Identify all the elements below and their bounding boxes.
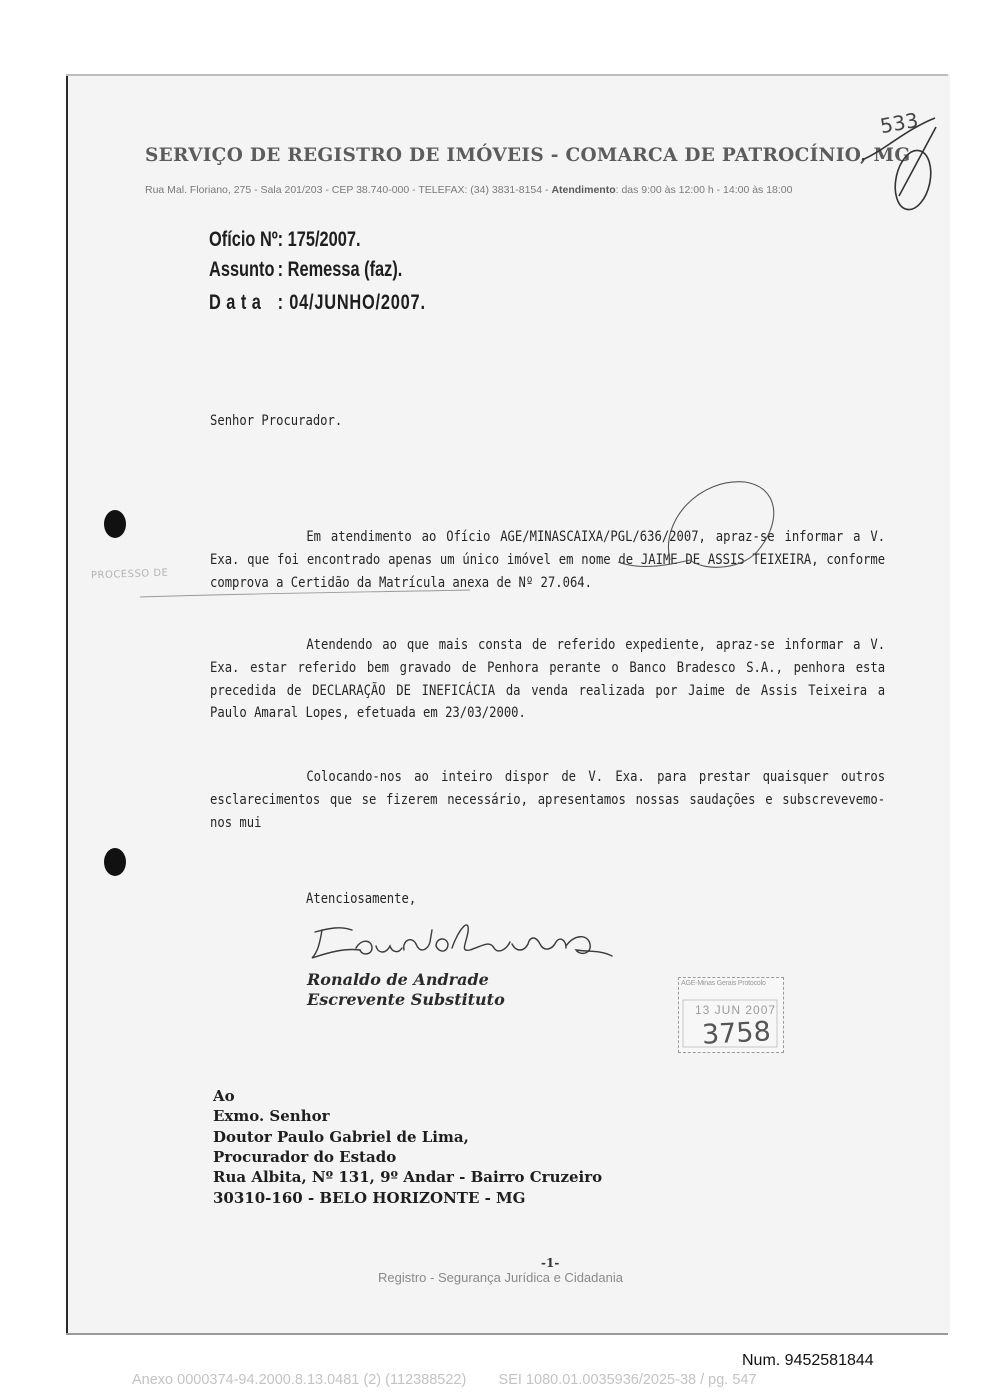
corner-page-number: 533	[878, 107, 920, 139]
assunto-value: : Remessa (faz).	[277, 258, 403, 281]
signer-name: Ronaldo de Andrade	[307, 970, 489, 989]
punch-hole-bottom	[104, 848, 126, 876]
meta-data	[209, 291, 426, 315]
paragraph-3-text: Colocando-nos ao inteiro dispor de V. Exa. para prestar quaisquer outros esclarecimentos que se fizerem necessário, apresentamos nossas saudações e subscrevevemo-nos mui	[210, 769, 886, 831]
paragraph-3	[210, 766, 885, 834]
paragraph-1	[210, 526, 885, 594]
page-number: -1-	[541, 1256, 560, 1270]
recipient-line: Exmo. Senhor	[213, 1107, 330, 1125]
stamp-label: AGE-Minas Gerais Protocolo	[681, 980, 766, 987]
assunto-label: Assunto	[209, 258, 275, 281]
recipient-line: Procurador do Estado	[213, 1148, 397, 1166]
paragraph-1-text: Em atendimento ao Ofício AGE/MINASCAIXA/PGL/636/2007, apraz-se informar a V. Exa. que foi encontrado apenas um único imóvel em nome de JAIME DE ASSIS TEIXEIRA, conforme comprova a Certidão da Matrícula anexa de Nº 27.064.	[210, 529, 886, 591]
recipient-line: Doutor Paulo Gabriel de Lima,	[213, 1128, 469, 1146]
address-text: Rua Mal. Floriano, 275 - Sala 201/203 - CEP 38.740-000 - TELEFAX: (34) 3831-8154 -	[145, 184, 552, 196]
closing: Atenciosamente,	[306, 891, 417, 907]
document-number: Num. 9452581844	[742, 1352, 874, 1369]
hours-text: : das 9:00 às 12:00 h - 14:00 às 18:00	[615, 184, 793, 196]
oficio-label: Ofício Nº	[209, 228, 278, 251]
recipient-line: Rua Albita, Nº 131, 9º Andar - Bairro Cruzeiro	[213, 1168, 603, 1186]
paragraph-2-text: Atendendo ao que mais consta de referido expediente, apraz-se informar a V. Exa. estar referido bem gravado de Penhora perante o Banco Bradesco S.A., penhora esta precedida de DECLARAÇÃO DE INEFICÁCIA da venda realizada por Jaime de Assis Teixeira a Paulo Amaral Lopes, efetuada em 23/03/2000.	[210, 637, 886, 722]
scan-top-edge	[66, 74, 948, 76]
letterhead-title: SERVIÇO DE REGISTRO DE IMÓVEIS - COMARCA DE PATROCÍNIO, MG	[145, 145, 911, 166]
stamp-number: 3758	[701, 1016, 772, 1051]
scan-bottom-edge	[66, 1333, 948, 1335]
signer-role: Escrevente Substituto	[307, 990, 505, 1009]
meta-oficio	[209, 228, 361, 252]
stamp-date: 13 JUN 2007	[695, 1003, 777, 1017]
salutation: Senhor Procurador.	[210, 413, 343, 429]
data-label: Data	[209, 291, 267, 314]
margin-note: PROCESSO DE	[90, 567, 169, 582]
bottom-reference: Anexo 0000374-94.2000.8.13.0481 (2) (112388522) SEI 1080.01.0035936/2025-38 / pg. 547	[132, 1372, 757, 1388]
footer-motto: Registro - Segurança Jurídica e Cidadania	[378, 1270, 623, 1285]
letterhead-address	[145, 184, 793, 196]
recipient-line: 30310-160 - BELO HORIZONTE - MG	[213, 1189, 526, 1207]
hours-label: Atendimento	[551, 184, 616, 196]
meta-assunto	[209, 258, 402, 282]
data-value: : 04/JUNHO/2007.	[277, 291, 426, 314]
recipient-line: Ao	[213, 1087, 235, 1105]
paragraph-2	[210, 634, 885, 725]
punch-hole-top	[104, 510, 126, 538]
oficio-value: : 175/2007.	[277, 228, 361, 251]
